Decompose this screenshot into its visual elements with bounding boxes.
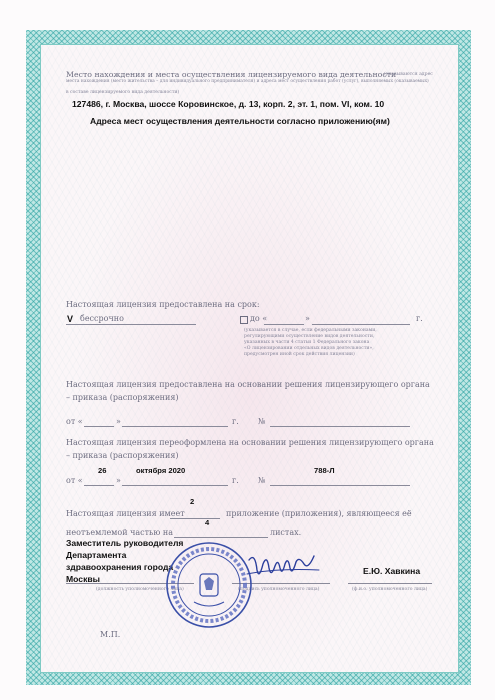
appendix-text-3: неотъемлемой частью на	[66, 528, 174, 537]
name-line	[348, 583, 432, 584]
term-note-3: указанных в части 4 статьи 1 Федерального закона	[244, 340, 370, 345]
reissue-text-1: Настоящая лицензия переоформлена на основании решения лицензирующего органа	[66, 438, 434, 447]
appendix-text-1: Настоящая лицензия имеет	[66, 509, 185, 518]
term-label: Настоящая лицензия предоставлена на срок:	[66, 300, 260, 309]
reissue-text-2: – приказа (распоряжения)	[66, 451, 179, 460]
caption-position: (должность уполномоченного лица)	[96, 587, 184, 592]
term-note-2: регулирующими осуществление видов деятельности,	[244, 334, 375, 339]
signature-image	[245, 548, 325, 588]
places-value: Адреса мест осуществления деятельности согласно приложению(ям)	[90, 116, 390, 126]
reissue-month-year: октября 2020	[136, 466, 186, 475]
appendix-text-4: листах.	[270, 528, 302, 537]
term-until-close: »	[305, 314, 310, 323]
stamp-place: М.П.	[100, 630, 121, 639]
until-date-line	[312, 324, 410, 325]
basis-number-sign: №	[258, 417, 266, 426]
reissue-day-line	[84, 485, 114, 486]
signatory-position-2: Департамента	[66, 550, 127, 560]
reissue-day: 26	[98, 466, 107, 475]
reissue-number: 788-Л	[314, 466, 335, 475]
signatory-position-1: Заместитель руководителя	[66, 538, 184, 548]
term-indefinite: бессрочно	[80, 314, 124, 323]
caption-signature: (подпись уполномоченного лица)	[238, 587, 320, 592]
address-note-3: в составе лицензируемого вида деятельности)	[66, 90, 180, 95]
appendix-sheets-line	[174, 537, 268, 538]
address-value: 127486, г. Москва, шоссе Коровинское, д. 13, корп. 2, эт. 1, пом. VI, ком. 10	[72, 99, 385, 109]
indefinite-underline	[66, 324, 196, 325]
reissue-date-line	[122, 485, 228, 486]
basis-close-quote: »	[116, 417, 121, 426]
address-label: Место нахождения и места осуществления лицензируемого вида деятельности	[66, 70, 397, 79]
term-until: до «	[250, 314, 268, 323]
signatory-name: Е.Ю. Хавкина	[363, 566, 421, 576]
term-year-suffix: г.	[416, 314, 423, 323]
reissue-close-quote: »	[116, 476, 121, 485]
appendix-count: 2	[190, 497, 195, 506]
term-note-1: (указывается в случае, если федеральными законами,	[244, 328, 377, 333]
reissue-year-suffix: г.	[232, 476, 239, 485]
basis-text-1: Настоящая лицензия предоставлена на основании решения лицензирующего органа	[66, 380, 430, 389]
basis-day-line	[84, 426, 114, 427]
until-day-line	[264, 324, 304, 325]
address-note-2: места нахождения (место жительства – для индивидуального предпринимателя) и адреса мест осуществления работ (услуг), выполняемых (оказываемых)	[66, 79, 429, 84]
basis-text-2: – приказа (распоряжения)	[66, 393, 179, 402]
until-checkbox	[240, 316, 248, 324]
address-note-1: (указываются адрес	[384, 72, 433, 77]
term-note-4: «О лицензировании отдельных видов деятельности»,	[244, 346, 374, 351]
signatory-position-4: Москвы	[66, 574, 100, 584]
basis-number-line	[270, 426, 410, 427]
caption-name: (ф.и.о. уполномоченного лица)	[352, 587, 428, 592]
basis-date-line	[122, 426, 228, 427]
signatory-position-3: здравоохранения города	[66, 562, 174, 572]
seal-stamp	[164, 540, 254, 630]
appendix-sheets: 4	[205, 518, 210, 527]
reissue-number-sign: №	[258, 476, 266, 485]
term-note-5: предусмотрен иной срок действия лицензии)	[244, 352, 355, 357]
reissue-from: от «	[66, 476, 83, 485]
basis-year-suffix: г.	[232, 417, 239, 426]
reissue-number-line	[270, 485, 410, 486]
appendix-count-line	[170, 518, 220, 519]
basis-from: от «	[66, 417, 83, 426]
appendix-text-2: приложение (приложения), являющееся её	[226, 509, 412, 518]
indefinite-check-icon: V	[67, 314, 74, 324]
